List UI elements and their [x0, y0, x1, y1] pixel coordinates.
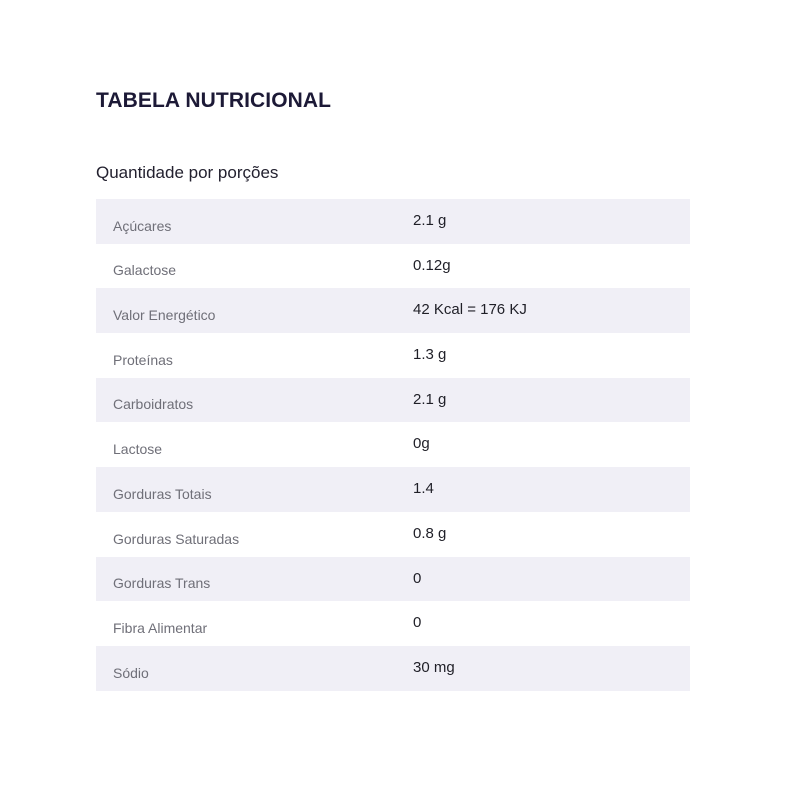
table-row [96, 244, 690, 289]
nutrient-value: 0 [413, 569, 422, 587]
nutrient-name: Valor Energético [113, 307, 216, 324]
portion-subtitle: Quantidade por porções [96, 163, 279, 182]
table-row [96, 646, 690, 691]
nutrient-name: Gorduras Saturadas [113, 530, 240, 547]
nutrient-name: Proteínas [113, 351, 173, 368]
nutrient-name: Galactose [113, 262, 177, 279]
table-row [96, 467, 690, 512]
nutrient-name: Carboidratos [113, 396, 194, 413]
nutrient-name: Sódio [113, 664, 149, 681]
nutrient-value: 30 mg [413, 658, 455, 676]
table-row [96, 512, 690, 557]
nutrition-panel [96, 88, 690, 691]
nutrition-table [96, 199, 690, 691]
table-row [96, 333, 690, 378]
table-row [96, 557, 690, 602]
nutrient-value: 0 [413, 614, 422, 632]
table-row [96, 601, 690, 646]
table-row [96, 422, 690, 467]
nutrient-value: 0.8 g [413, 524, 447, 542]
table-row [96, 199, 690, 244]
nutrient-name: Açúcares [113, 217, 172, 234]
nutrient-value: 2.1 g [413, 390, 447, 408]
nutrient-value: 1.3 g [413, 346, 447, 364]
nutrient-value: 1.4 [413, 480, 434, 498]
nutrient-name: Gorduras Totais [113, 485, 212, 502]
nutrient-value: 0.12g [413, 256, 451, 274]
nutrient-name: Gorduras Trans [113, 575, 211, 592]
nutrient-name: Fibra Alimentar [113, 619, 208, 636]
nutrient-name: Lactose [113, 441, 163, 458]
table-row [96, 378, 690, 423]
nutrient-value: 42 Kcal = 176 KJ [413, 301, 527, 319]
page-title: TABELA NUTRICIONAL [96, 89, 332, 112]
table-row [96, 288, 690, 333]
nutrient-value: 0g [413, 435, 430, 453]
nutrient-value: 2.1 g [413, 212, 447, 229]
